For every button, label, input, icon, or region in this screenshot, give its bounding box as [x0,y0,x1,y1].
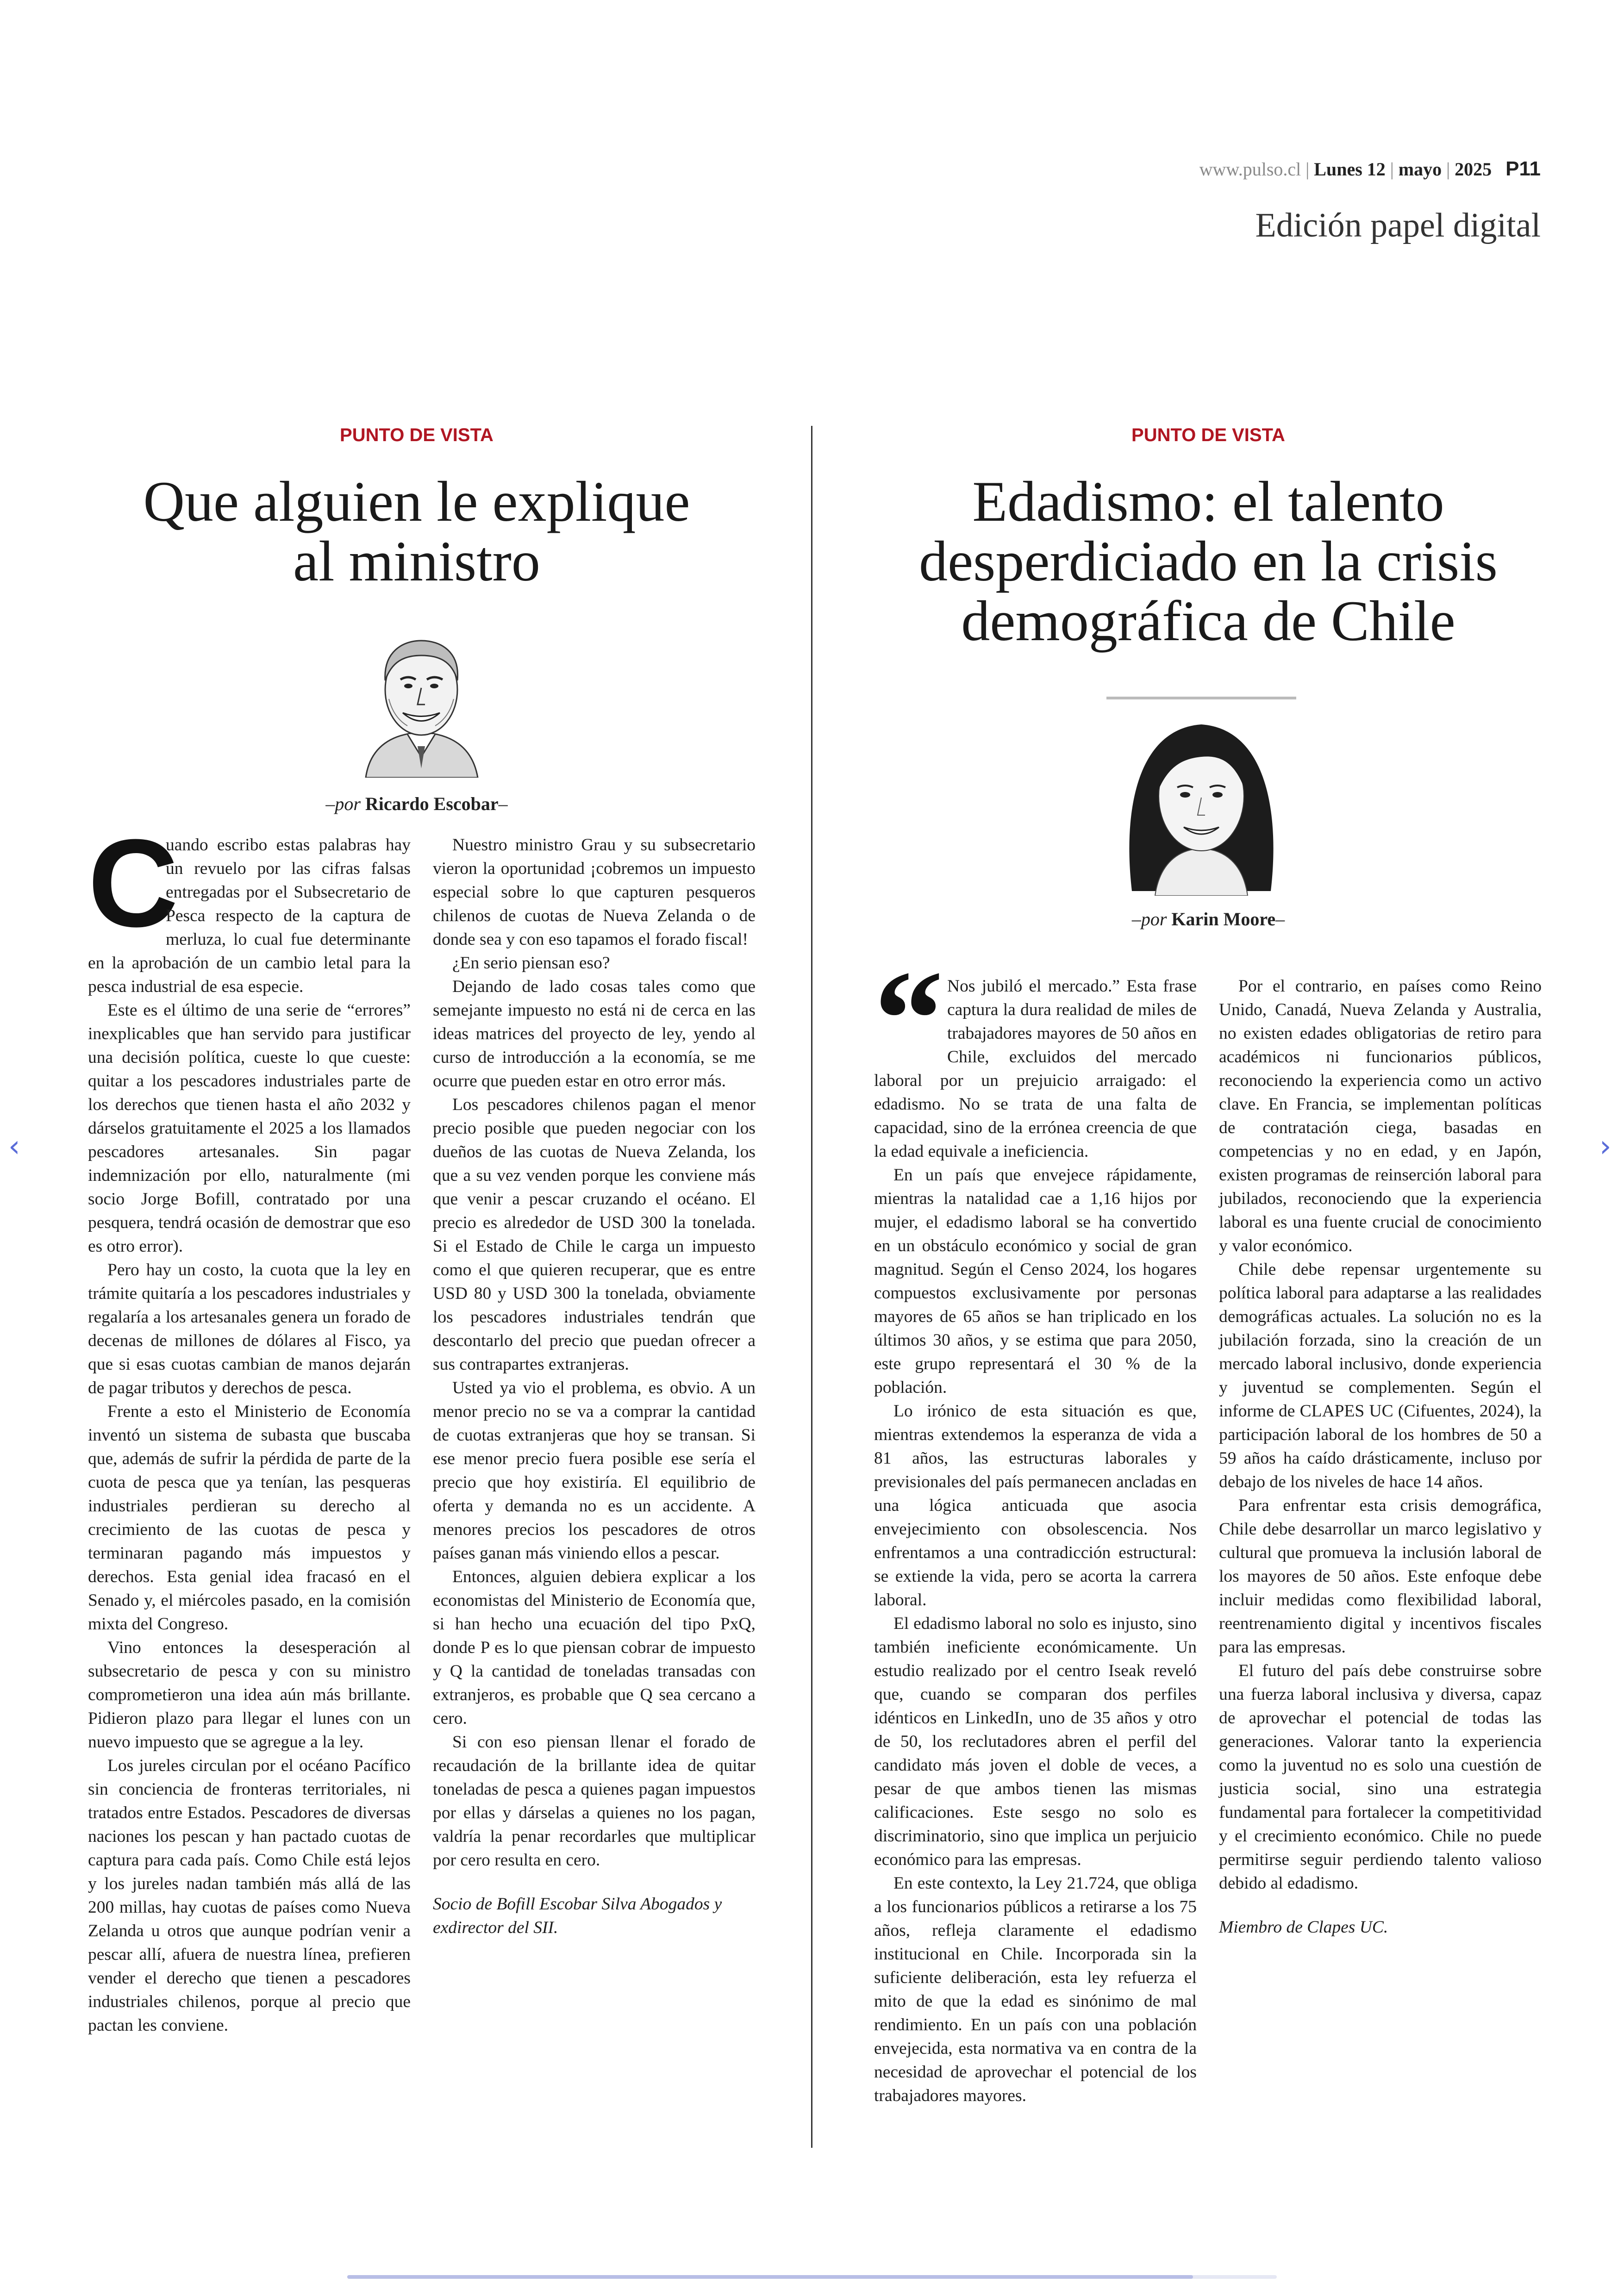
masthead-month: mayo [1398,159,1442,180]
right-paragraph-4: El edadismo laboral no solo es injusto, sino también ineficiente económicamente. Un estudio realizado por el centro Iseak reveló que, cuando se comparan dos perfiles idénticos en LinkedIn, uno de 35 años y otro de 50, los reclutadores abren el perfil del candidato más joven el doble de veces, a pesar de que ambos tienen las mismas calificaciones. Este sesgo no solo es discriminatorio, sino que implica un perjuicio económico para las empresas. [874,1614,1197,1869]
left-paragraph-8: ¿En serio piensan eso? [452,954,610,973]
right-byline-prefix: –por [1131,909,1167,929]
left-author-signature: Socio de Bofill Escobar Silva Abogados y exdirector del SII. [433,1895,722,1937]
right-byline-suffix: – [1275,909,1285,929]
right-paragraph-2: En un país que envejece rápidamente, mientras la natalidad cae a 1,16 hijos por mujer, el edadismo laboral se ha convertido en un obstáculo económico y social de gran magnitud. Según el Censo 2024, los hogares compuestos exclusivamente por personas mayores de 65 años se han triplicado en los últimos 30 años, y se estima que para 2050, este grupo representará el 30 % de la población. [874,1166,1197,1397]
chevron-right-icon[interactable]: › [1599,1129,1612,1164]
right-paragraph-3: Lo irónico de esta situación es que, mientras extendemos la esperanza de vida a 81 años, las estructuras laborales y previsionales del país permanecen ancladas en una lógica anticuada que asocia envejecimiento con obsolescencia. Nos enfrentamos a una contradicción estructural: se extiende la vida, pero se acorta la carrera laboral. [874,1402,1197,1609]
left-headline-line-2: al ministro [293,529,540,593]
right-byline [880,908,1537,930]
right-paragraph-7: Chile debe repensar urgentemente su política laboral para adaptarse a las realidades demográficas actuales. La solución no es la jubilación forzada, sino la creación de un mercado laboral inclusivo, donde experiencia y juventud se complementen. Según el informe de CLAPES UC (Cifuentes, 2024), la participación laboral de los hombres de 50 a 59 años ha caído drásticamente, incluso por debajo de los niveles de hace 14 años. [1219,1260,1542,1491]
scrollbar-thumb[interactable] [347,2275,1193,2279]
right-headline-line-2: desperdiciado en la crisis [919,529,1498,593]
left-paragraph-2: Este es el último de una serie de “errores” inexplicables que han servido para justificar una decisión política, cueste lo que cueste: quitar a los pescadores industriales parte de los derechos que tienen hasta el año 2032 y dárselos gratuitamente el 2025 a los llamados pescadores artesanales. Sin pagar indemnización por ello, naturalmente (mi socio Jorge Bofill, contratado por una pesquera, tendrá ocasión de demostrar que eso es otro error). [88,1001,411,1256]
left-paragraph-3: Pero hay un costo, la cuota que la ley en trámite quitaría a los pescadores industriales y regalaría a los artesanales genera un forado de decenas de millones de dólares al Fisco, ya que si esas cuotas cambian de manos dejarán de pagar tributos y derechos de pesca. [88,1260,411,1397]
right-article-column-2 [1219,974,1542,1939]
right-headline-line-3: demográfica de Chile [961,589,1455,653]
left-paragraph-6: Los jureles circulan por el océano Pacífico sin conciencia de fronteras territoriales, ni tratados entre Estados. Pescadores de diversas naciones los pescan y han pactado cuotas de captura para cada país. Como Chile está lejos y los jureles nadan también más allá de las 200 millas, hay cuotas de países como Nueva Zelanda u otros que aunque podrían venir a pescar allí, afuera de nuestra línea, prefieren vender el derecho que tienen a pescadores industriales chilenos, porque al precio que pactan les conviene. [88,1756,411,2035]
masthead-year: 2025 [1455,159,1492,180]
right-headline-line-1: Edadismo: el talento [972,470,1444,533]
left-article-column-1 [88,814,411,2037]
right-paragraph-6: Por el contrario, en países como Reino Unido, Canadá, Nueva Zelanda y Australia, no existen edades obligatorias de retiro para académicos ni funcionarios públicos, reconociendo la experiencia como un activo clave. En Francia, se implementan políticas de contratación ciega, basadas en competencias y no en edad, y en Japón, existen programas de reinserción laboral para jubilados, reconociendo que la experiencia laboral es una fuente crucial de conocimiento y valor económico. [1219,977,1542,1255]
left-paragraph-4: Frente a esto el Ministerio de Economía inventó un sistema de subasta que buscaba que, además de sufrir la pérdida de parte de la cuota de pesca que ya tenían, las pesqueras industriales perdieran su derecho al crecimiento de las cuotas de pesca y terminaran pagando más impuestos y derechos. Esta genial idea fracasó en el Senado y, el miércoles pasado, en la comisión mixta del Congreso. [88,1402,411,1634]
left-byline-prefix: –por [325,793,361,814]
left-paragraph-13: Si con eso piensan llenar el forado de recaudación de la brillante idea de quitar toneladas de pesca a quienes pagan impuestos por ellas y dárselas a quienes no los pagan, valdría la penar recordarles que multiplicar por cero resulta en cero. [433,1733,756,1870]
right-article-column-1 [874,942,1197,2108]
right-paragraph-5: En este contexto, la Ley 21.724, que obliga a los funcionarios públicos a retirarse a los 75 años, refleja claramente el edadismo institucional en Chile. Incorporada sin la suficiente deliberación, esta ley refuerza el mito de que la edad es sinónimo de mal rendimiento. En un país con una población envejecida, esta normativa va en contra de la necesidad de aprovechar el potencial de los trabajadores mayores. [874,1874,1197,2105]
left-paragraph-12: Entonces, alguien debiera explicar a los economistas del Ministerio de Economía que, si han hecho una ecuación del tipo PxQ, donde P es lo que piensan cobrar de impuesto y Q la cantidad de toneladas transadas con extranjeros, es probable que Q sea cercano a cero. [433,1567,756,1728]
masthead-day: Lunes 12 [1314,159,1386,180]
right-paragraph-9: El futuro del país debe construirse sobre una fuerza laboral inclusiva y diversa, capaz de aprovechar el potencial de todas las generaciones. Valorar tanto la experiencia como la juventud no es solo una cuestión de justicia social, sino una estrategia fundamental para fortalecer la competitividad y el crecimiento económico. Chile no puede permitirse seguir perdiendo talento valioso debido al edadismo. [1219,1661,1542,1893]
right-paragraph-8: Para enfrentar esta crisis demográfica, Chile debe desarrollar un marco legislativo y cultural que promueva la inclusión laboral de los mayores de 50 años. Este enfoque debe incluir medidas como flexibilidad laboral, reentrenamiento digital y incentivos fiscales para las empresas. [1219,1496,1542,1657]
left-paragraph-5: Vino entonces la desesperación al subsecretario de pesca y con su ministro comprometieron una idea aún más brillante. Pidieron plazo para llegar el lunes con un nuevo impuesto que se agregue a la ley. [88,1638,411,1752]
right-kicker: PUNTO DE VISTA [1131,425,1285,445]
left-headline-line-1: Que alguien le explique [143,470,690,533]
dropcap: C [88,814,178,953]
left-article-column-2 [433,833,756,1940]
column-divider [811,426,812,2148]
right-byline-author: Karin Moore [1171,909,1276,929]
left-byline-suffix: – [498,793,508,814]
left-byline-author: Ricardo Escobar [365,793,499,814]
chevron-left-icon[interactable]: ‹ [8,1129,20,1164]
right-paragraph-1: Nos jubiló el mercado.” Esta frase captura la dura realidad de miles de trabajadores mayores de 50 años en Chile, excluidos del mercado laboral por un prejuicio arraigado: el edadismo. No se trata de una falta de capacidad, sino de la errónea creencia de que la edad equivale a ineficiencia. [874,977,1197,1161]
left-paragraph-10: Los pescadores chilenos pagan el menor precio posible que pueden negociar con los dueños de las cuotas de Nueva Zelanda, los que a su vez venden porque les conviene más que venir a pescar cruzando el océano. El precio es alrededor de USD 300 la tonelada. Si el Estado de Chile le carga un impuesto como el que quieren recuperar, que es entre USD 80 y USD 300 la tonelada, obviamente los pescadores industriales tendrán que descontarlo del precio que puedan ofrecer a sus contrapartes extranjeras. [433,1095,756,1374]
right-headline [843,472,1574,651]
left-paragraph-1: uando escribo estas palabras hay un revuelo por las cifras falsas entregadas por el Subsecretario de Pesca respecto de la captura de merluza, lo cual fue determinante en la aprobación de un cambio letal para la pesca industrial de esa especie. [88,836,411,996]
ricardo-escobar-portrait [356,625,486,778]
site-url: www.pulso.cl [1199,159,1301,180]
left-paragraph-7: Nuestro ministro Grau y su subsecretario vieron la oportunidad ¡cobremos un impuesto especial sobre lo que capturen pesqueros chilenos de cuotas de Nueva Zelanda o de donde sea y con eso tapamos el forado fiscal! [433,836,756,949]
opening-quote-mark: “ [874,942,943,1096]
right-author-signature: Miembro de Clapes UC. [1219,1918,1388,1937]
page-number: P11 [1505,157,1541,180]
left-headline [60,472,773,592]
edition-label: Edición papel digital [1255,206,1541,244]
left-paragraph-11: Usted ya vio el problema, es obvio. A un menor precio no se va a comprar la cantidad de cuotas extranjeras que hoy se transan. Si ese menor precio fuera posible ese sería el precio que hoy existiría. El equilibrio de oferta y demanda no es un accidente. A menores precios los pescadores de otros países ganan más viniendo ellos a pescar. [433,1378,756,1563]
masthead: www.pulso.cl | Lunes 12 | mayo | 2025 P11 [1199,157,1541,180]
karin-moore-portrait [1104,697,1299,896]
left-paragraph-9: Dejando de lado cosas tales como que semejante impuesto no está ni de cerca en las ideas matrices del proyecto de ley, yendo al curso de introducción a la economía, se me ocurre que pueden estar en otro error más. [433,977,756,1091]
left-kicker: PUNTO DE VISTA [340,425,493,445]
left-byline [88,793,745,815]
